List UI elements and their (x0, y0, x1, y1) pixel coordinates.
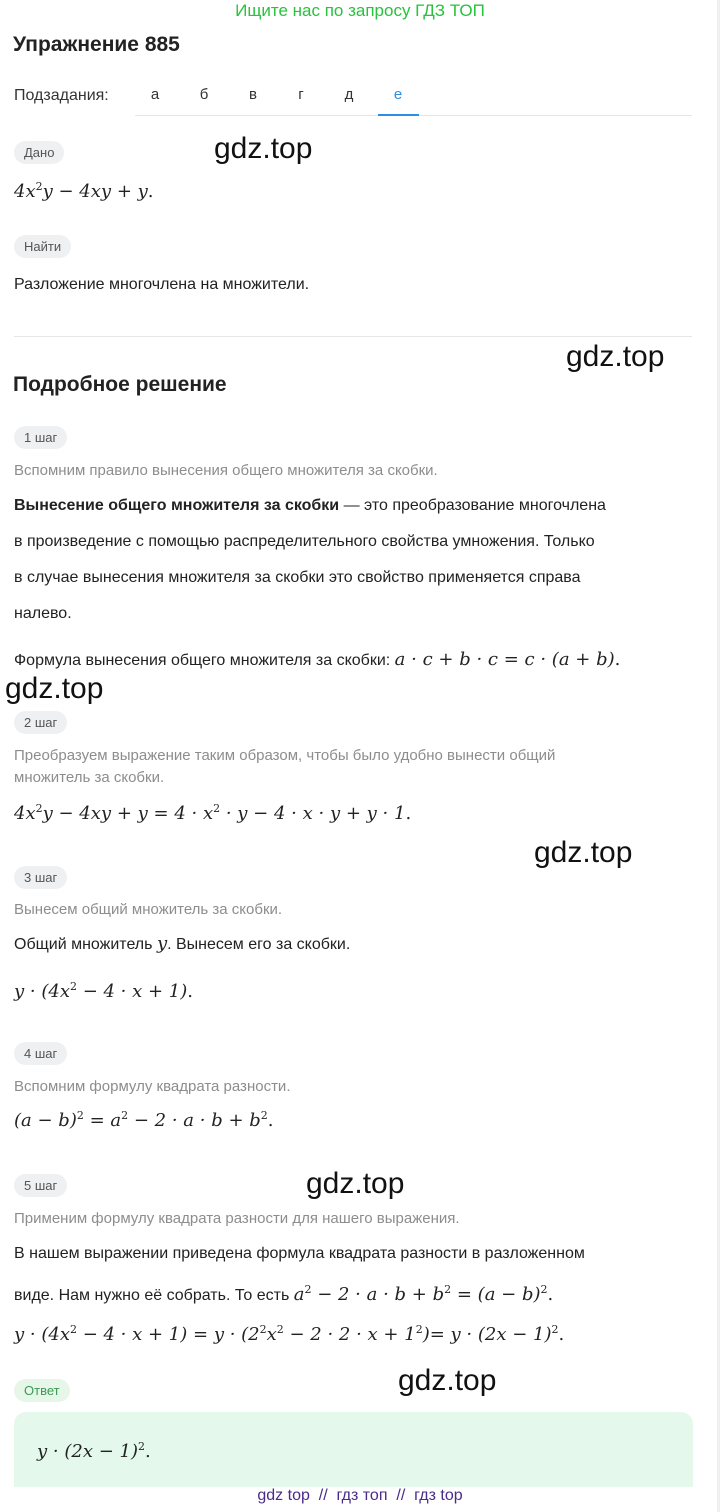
step-2-badge (14, 711, 67, 734)
step-1-hint: Вспомним правило вынесения общего множителя за скобки. (14, 462, 438, 479)
step-5-line-2-text: виде. Нам нужно её собрать. То есть (14, 1287, 290, 1304)
step-4-expression: $(a - b)^2 = a^2 - 2 \cdot a \cdot b + b^2$. (14, 1109, 274, 1131)
step-2-expression: $4x^2y - 4xy + y = 4 \cdot x^2 \cdot y - 4 \cdot x \cdot y + y \cdot 1$. (14, 802, 412, 824)
step-5-line-1: В нашем выражении приведена формула квадрата разности в разложенном (14, 1245, 585, 1262)
step-1-formula-text: Формула вынесения общего множителя за скобки: (14, 652, 391, 669)
find-badge (14, 235, 71, 258)
step-5-badge (14, 1174, 67, 1197)
given-expression: $4x^2y - 4xy + y$. (14, 180, 154, 202)
step-4-badge (14, 1042, 67, 1065)
step-3-text (14, 926, 350, 963)
step-1-line-4: налево. (14, 605, 72, 622)
step-1-line-3: в случае вынесения множителя за скобки это свойство применяется справа (14, 569, 581, 586)
step-3-label: 3 шаг (14, 866, 67, 889)
subtasks-label: Подзадания: (14, 87, 109, 104)
find-label: Найти (14, 235, 71, 258)
step-2-label: 2 шаг (14, 711, 67, 734)
search-banner: Ищите нас по запросу ГДЗ ТОП (235, 1, 485, 20)
step-4-label: 4 шаг (14, 1042, 67, 1065)
page-title: Упражнение 885 (13, 33, 180, 56)
step-1-line-1: — это преобразование многочлена (339, 497, 606, 514)
watermark: gdz.top (534, 836, 633, 869)
step-3-badge (14, 866, 67, 889)
given-label: Дано (14, 141, 64, 164)
given-badge (14, 141, 64, 164)
step-5-line-2-expr: $a^2 - 2 \cdot a \cdot b + b^2 = (a - b)^2$. (293, 1283, 554, 1305)
step-1-badge (14, 426, 67, 449)
step-5-line-2 (14, 1272, 704, 1314)
answer-expression: $y \cdot (2x - 1)^2$. (37, 1440, 151, 1462)
step-1-bold-term: Вынесение общего множителя за скобки (14, 497, 340, 514)
step-3-expression: $y \cdot (4x^2 - 4 \cdot x + 1)$. (14, 980, 194, 1002)
active-tab-indicator (378, 114, 419, 116)
step-3-text-b: . Вынесем его за скобки. (167, 936, 351, 953)
find-text: Разложение многочлена на множители. (14, 276, 310, 293)
step-3-text-a: Общий множитель (14, 936, 153, 953)
step-4-hint: Вспомним формулу квадрата разности. (14, 1078, 291, 1095)
tab-a[interactable]: а (150, 86, 160, 103)
footer-links[interactable]: gdz top // гдз топ // гдз top (257, 1487, 463, 1504)
step-1-label: 1 шаг (14, 426, 67, 449)
subtasks-tabs (135, 78, 692, 116)
answer-label: Ответ (14, 1379, 70, 1402)
step-1-body (14, 488, 704, 632)
tab-v[interactable]: в (249, 86, 257, 103)
step-3-variable: y (156, 933, 168, 954)
watermark: gdz.top (214, 132, 313, 165)
tab-b[interactable]: б (199, 86, 209, 103)
solution-title: Подробное решение (13, 373, 227, 396)
step-2-hint-line-2: множитель за скобки. (14, 769, 165, 786)
section-divider (14, 336, 692, 337)
step-2-hint-line-1: Преобразуем выражение таким образом, чтобы было удобно вынести общий (14, 747, 556, 764)
step-2-hint (14, 745, 555, 789)
watermark: gdz.top (566, 340, 665, 373)
step-5-label: 5 шаг (14, 1174, 67, 1197)
step-1-line-2: в произведение с помощью распределительного свойства умножения. Только (14, 533, 595, 550)
tab-d[interactable]: д (344, 86, 354, 103)
step-1-formula (14, 642, 620, 679)
watermark: gdz.top (5, 672, 104, 705)
step-1-formula-expr: a · c + b · c = c · (a + b). (394, 649, 621, 670)
step-5-expression: $y \cdot (4x^2 - 4 \cdot x + 1) = y \cdot (2^2x^2 - 2 \cdot 2 \cdot x + 1^2)= y \cdot (2x - 1)^2$. (14, 1323, 565, 1345)
step-5-body (14, 1236, 704, 1314)
watermark: gdz.top (398, 1364, 497, 1397)
watermark: gdz.top (306, 1167, 405, 1200)
answer-badge (14, 1379, 70, 1402)
tab-g[interactable]: г (298, 86, 304, 103)
tab-e[interactable]: е (393, 86, 403, 103)
step-3-hint: Вынесем общий множитель за скобки. (14, 901, 283, 918)
step-5-hint: Применим формулу квадрата разности для нашего выражения. (14, 1210, 460, 1227)
